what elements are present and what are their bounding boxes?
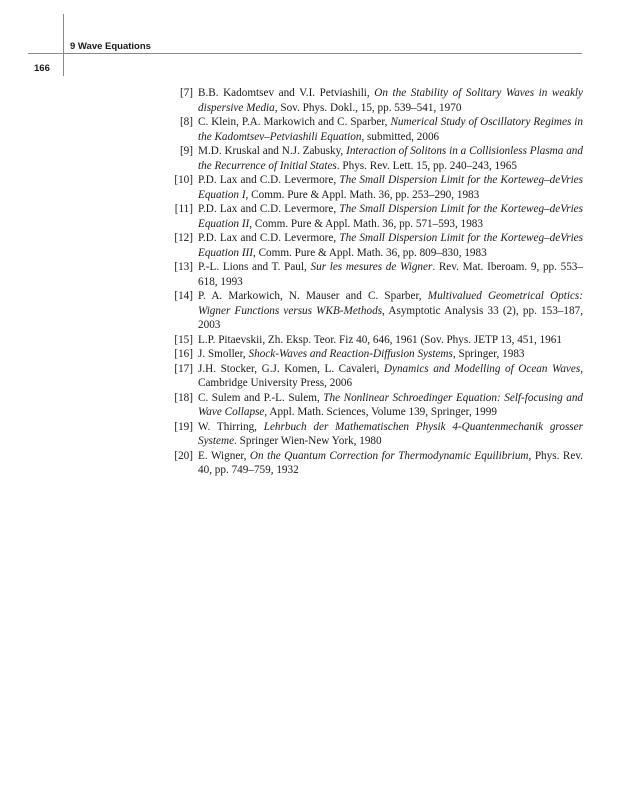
reference-title: The Small Dispersion Limit for the Korteweg–deVries Equation II — [198, 203, 583, 230]
reference-authors: E. Wigner, — [198, 449, 250, 462]
reference-item — [163, 362, 583, 391]
reference-source: , submitted, 2006 — [361, 130, 440, 143]
reference-title: Dynamics and Modelling of Ocean Waves — [383, 362, 581, 375]
reference-title: The Small Dispersion Limit for the Korteweg–deVries Equation III — [198, 232, 583, 259]
reference-source: , Comm. Pure & Appl. Math. 36, pp. 253–290, 1983 — [245, 188, 480, 201]
page-number: 166 — [34, 63, 50, 74]
reference-number: [12] — [174, 232, 193, 244]
reference-item — [163, 260, 583, 289]
reference-authors: W. Thirring, — [198, 420, 264, 433]
reference-item — [163, 86, 583, 115]
reference-authors: P.-L. Lions and T. Paul, — [198, 261, 311, 273]
reference-number: [13] — [174, 261, 193, 273]
reference-number: [15] — [174, 333, 193, 346]
reference-authors: J.H. Stocker, G.J. Komen, L. Cavaleri, — [198, 362, 384, 375]
reference-title: Multivalued Geometrical Optics: Wigner Functions versus WKB-Methods — [198, 290, 584, 317]
reference-source: , Comm. Pure & Appl. Math. 36, pp. 571–593, 1983 — [249, 217, 483, 230]
reference-authors: C. Sulem and P.-L. Sulem, — [198, 391, 324, 404]
reference-authors: P.D. Lax and C.D. Levermore, — [198, 232, 340, 244]
reference-item — [163, 420, 583, 449]
reference-source: , Appl. Math. Sciences, Volume 139, Springer, 1999 — [264, 406, 497, 418]
reference-number: [9] — [179, 145, 193, 157]
reference-authors: C. Klein, P.A. Markowich and C. Sparber, — [198, 116, 391, 128]
reference-title: The Nonlinear Schroedinger Equation: Self-focusing and Wave Collapse — [198, 391, 584, 418]
reference-number: [11] — [174, 203, 193, 215]
chapter-header: 9 Wave Equations — [70, 41, 151, 52]
reference-authors: B.B. Kadomtsev and V.I. Petviashili, — [198, 87, 375, 99]
reference-source: , Springer, 1983 — [452, 348, 525, 360]
reference-number: [18] — [174, 391, 193, 404]
reference-item — [163, 289, 583, 333]
reference-item — [163, 115, 583, 144]
reference-item — [163, 173, 583, 202]
reference-authors: J. Smoller, — [198, 348, 249, 360]
reference-title: The Small Dispersion Limit for the Korteweg–deVries Equation I — [198, 174, 583, 201]
reference-item — [163, 202, 583, 231]
reference-item — [163, 449, 583, 478]
header-vertical-rule — [63, 14, 64, 76]
reference-number: [19] — [174, 420, 193, 433]
reference-title: On the Stability of Solitary Waves in weakly dispersive Media — [198, 87, 583, 114]
reference-item — [163, 347, 583, 362]
reference-title: Interaction of Solitons in a Collisionless Plasma and the Recurrence of Initial States — [198, 145, 583, 172]
reference-authors: P. A. Markowich, N. Mauser and C. Sparber, — [198, 290, 428, 302]
reference-authors: P.D. Lax and C.D. Levermore, — [198, 174, 340, 186]
reference-authors: L.P. Pitaevskii, Zh. Eksp. Teor. Fiz 40, 646, 1961 (Sov. Phys. JETP 13, 451, 1961 — [198, 333, 562, 346]
reference-number: [20] — [174, 449, 193, 462]
reference-number: [8] — [179, 116, 193, 128]
reference-source: , Sov. Phys. Dokl., 15, pp. 539–541, 1970 — [274, 101, 462, 114]
reference-item — [163, 231, 583, 260]
reference-title: Sur les mesures de Wigner — [310, 261, 433, 273]
reference-source: , Asymptotic Analysis 33 (2), pp. 153–187, 2003 — [198, 304, 583, 331]
reference-item — [163, 391, 583, 420]
reference-source: . Phys. Rev. Lett. 15, pp. 240–243, 1965 — [336, 159, 517, 172]
reference-title: Numerical Study of Oscillatory Regimes in the Kadomtsev–Petviashili Equation — [198, 116, 583, 143]
header-horizontal-rule — [28, 53, 582, 54]
reference-source: , Comm. Pure & Appl. Math. 36, pp. 809–830, 1983 — [253, 246, 487, 259]
reference-title: Shock-Waves and Reaction-Diffusion Systems — [248, 348, 453, 360]
reference-item — [163, 333, 583, 348]
reference-number: [14] — [174, 290, 193, 302]
reference-number: [7] — [179, 87, 193, 99]
reference-source: . Rev. Mat. Iberoam. 9, pp. 553–618, 1993 — [198, 261, 583, 288]
reference-item — [163, 144, 583, 173]
reference-authors: P.D. Lax and C.D. Levermore, — [198, 203, 340, 215]
reference-number: [10] — [174, 174, 193, 186]
reference-source: , Phys. Rev. 40, pp. 749–759, 1932 — [198, 449, 583, 476]
reference-authors: M.D. Kruskal and N.J. Zabusky, — [198, 145, 347, 157]
reference-source: . Springer Wien-New York, 1980 — [234, 435, 382, 447]
reference-number: [17] — [174, 362, 193, 375]
reference-number: [16] — [174, 348, 193, 360]
reference-source: , Cambridge University Press, 2006 — [198, 362, 583, 389]
reference-list — [163, 86, 583, 478]
reference-title: Lehrbuch der Mathematischen Physik 4-Quantenmechanik grosser Systeme — [198, 420, 583, 447]
reference-title: On the Quantum Correction for Thermodynamic Equilibrium — [249, 449, 529, 462]
